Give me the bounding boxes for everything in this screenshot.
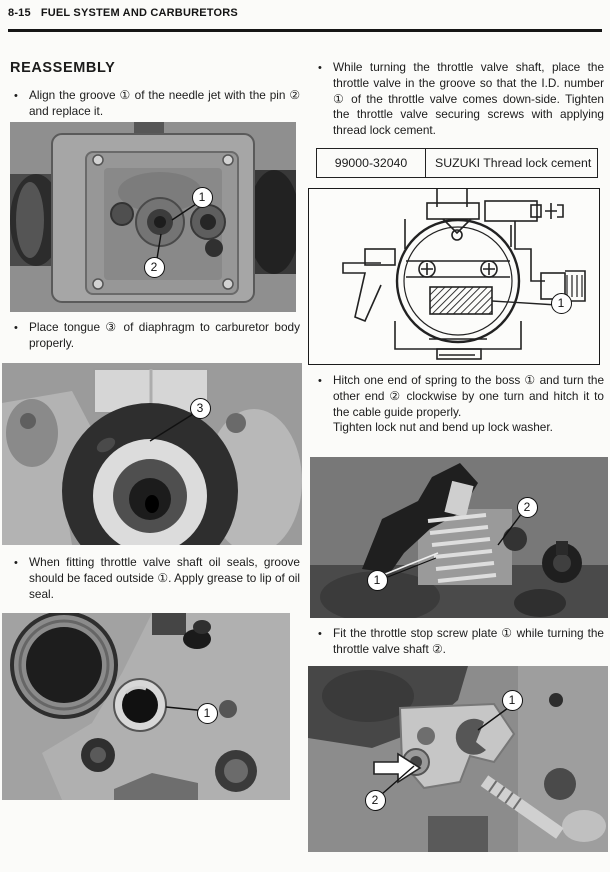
throttle-spring-photo (310, 457, 608, 618)
stop-screw-plate-photo (308, 666, 608, 852)
step-text: Fit the throttle stop screw plate ① while turning the throttle valve shaft ②. (333, 626, 604, 656)
figure-stop-screw-photo (308, 666, 608, 852)
callout-2: 2 (517, 497, 538, 518)
callout-1: 1 (551, 293, 572, 314)
callout-1: 1 (192, 187, 213, 208)
callout-1: 1 (197, 703, 218, 724)
bullet-icon: • (318, 375, 322, 387)
bullet-icon: • (14, 557, 18, 569)
bullet-icon: • (14, 322, 18, 334)
figure-oil-seal-photo (2, 613, 290, 800)
step-text (333, 373, 604, 436)
callout-1: 1 (367, 570, 388, 591)
callout-2: 2 (365, 790, 386, 811)
part-description-cell: SUZUKI Thread lock cement (435, 156, 592, 170)
thread-lock-cement-table (316, 148, 598, 178)
step-align-needle-jet (14, 88, 300, 120)
bullet-icon: • (14, 90, 18, 102)
step-oil-seals (14, 555, 300, 602)
figure-id-number-drawing (308, 188, 600, 365)
bullet-icon: • (318, 62, 322, 74)
section-title: REASSEMBLY (10, 60, 116, 76)
step-place-tongue (14, 320, 300, 352)
carburetor-top-view-photo (10, 122, 296, 312)
bullet-icon: • (318, 628, 322, 640)
step-throttle-valve (318, 60, 604, 139)
callout-1: 1 (502, 690, 523, 711)
step-text-line: Hitch one end of spring to the boss ① and turn the other end ② clockwise by one turn and hitch it to the cable guide properly. (333, 373, 604, 419)
step-text-line: Tighten lock nut and bend up lock washer. (333, 420, 553, 435)
page-header (8, 7, 238, 19)
step-text: Align the groove ① of the needle jet with the pin ② and replace it. (29, 88, 300, 118)
carburetor-line-drawing (309, 189, 597, 362)
step-stop-screw-plate (318, 626, 604, 658)
part-number-cell: 99000-32040 (317, 149, 426, 177)
callout-3: 3 (190, 398, 211, 419)
diaphragm-photo (2, 363, 302, 545)
step-text: When fitting throttle valve shaft oil seals, groove should be faced outside ①. Apply grease to lip of oil seal. (29, 555, 300, 601)
step-text: Place tongue ③ of diaphragm to carburetor body properly. (29, 320, 300, 350)
page-number: 8-15 (8, 7, 31, 19)
header-rule (8, 29, 602, 32)
step-hitch-spring (318, 373, 604, 436)
chapter-title: FUEL SYSTEM AND CARBURETORS (40, 7, 238, 19)
figure-diaphragm-photo (2, 363, 302, 545)
figure-spring-photo (310, 457, 608, 618)
oil-seal-photo (2, 613, 290, 800)
figure-needle-jet-photo (10, 122, 296, 312)
step-text: While turning the throttle valve shaft, place the throttle valve in the groove so that the I.D. number ① of the throttle valve comes down-side. Tighten the throttle valve securing screws with applying thread lock cement. (333, 60, 604, 138)
callout-2: 2 (144, 257, 165, 278)
